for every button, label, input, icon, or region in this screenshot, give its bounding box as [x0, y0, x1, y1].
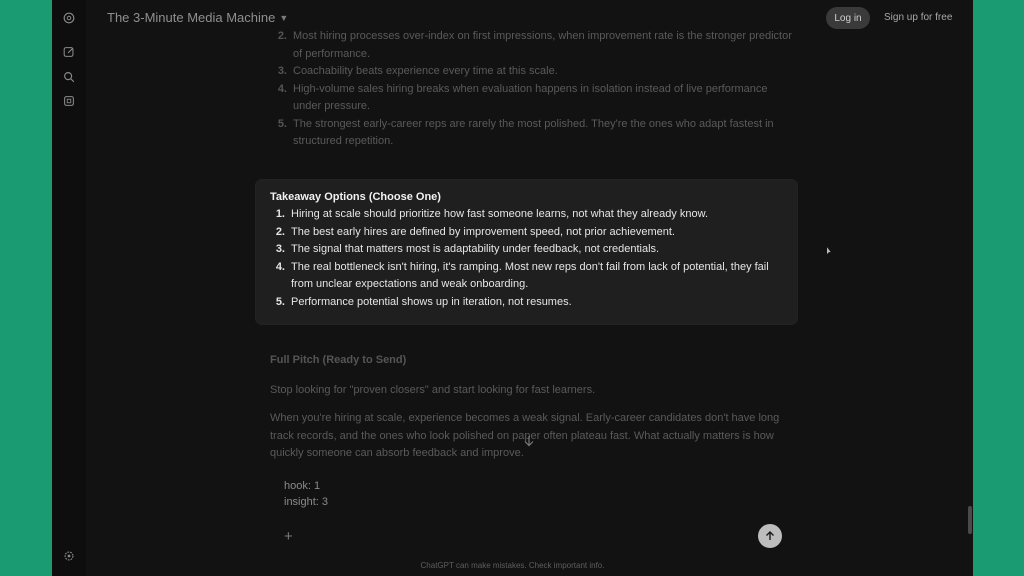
list-item: 3. The signal that matters most is adaptability under feedback, not credentials.: [275, 243, 660, 255]
signup-link[interactable]: Sign up for free: [884, 12, 953, 23]
chat-title[interactable]: [107, 10, 288, 25]
sidebar-rail: [52, 0, 86, 576]
disclaimer-footer: ChatGPT can make mistakes. Check important info.: [420, 561, 605, 570]
list-item: 5. The strongest early-career reps are rarely the most polished. They're the ones who adapt fastest in structured repetition.: [277, 117, 774, 147]
logo-icon[interactable]: [60, 9, 78, 27]
list-item: 4. The real bottleneck isn't hiring, it's ramping. Most new reps don't fail from lack of potential, they fail from unclear expectations and weak onboarding.: [275, 260, 769, 290]
chat-title-text: The 3-Minute Media Machine: [107, 10, 276, 25]
pitch-paragraph: When you're hiring at scale, experience becomes a weak signal. Early-career candidates don't have long track records, and the ones who look polished on paper often plateau fast. What actually matters is how quickly someone can absorb feedback and improve.: [270, 412, 780, 459]
composer-text-line[interactable]: insight: 3: [284, 496, 329, 508]
pitch-paragraph: Stop looking for "proven closers" and start looking for fast learners.: [270, 384, 596, 396]
chevron-down-icon: ▼: [279, 12, 289, 23]
search-icon[interactable]: [60, 68, 78, 86]
list-item: 3. Coachability beats experience every time at this scale.: [277, 65, 558, 77]
composer-text-line[interactable]: hook: 1: [284, 480, 321, 492]
scroll-down-icon[interactable]: [522, 434, 536, 448]
login-button[interactable]: Log in: [826, 7, 870, 29]
send-button[interactable]: [758, 524, 782, 548]
new-chat-icon[interactable]: [60, 43, 78, 61]
app-window: [52, 0, 973, 576]
card-title: Takeaway Options (Choose One): [270, 191, 441, 203]
library-icon[interactable]: [60, 92, 78, 110]
arrow-up-icon: [764, 530, 776, 542]
list-item: 4. High-volume sales hiring breaks when evaluation happens in isolation instead of live performance under pressure.: [277, 82, 768, 112]
takeaway-list: [270, 206, 783, 311]
list-item: 2. The best early hires are defined by improvement speed, not prior achievement.: [275, 225, 675, 238]
mouse-cursor-icon: [827, 242, 833, 260]
takeaway-card: [256, 180, 797, 324]
pitch-heading: Full Pitch (Ready to Send): [270, 354, 407, 366]
list-item: 2. Most hiring processes over-index on first impressions, when improvement rate is the stronger predictor of performance.: [277, 30, 792, 60]
plus-icon[interactable]: +: [284, 528, 293, 545]
previous-list: [272, 28, 792, 151]
list-item: 5. Performance potential shows up in iteration, not resumes.: [275, 295, 572, 308]
message-composer[interactable]: [268, 478, 789, 554]
list-item: 1. Hiring at scale should prioritize how fast someone learns, not what they already know.: [275, 208, 708, 220]
scrollbar-thumb[interactable]: [968, 506, 972, 534]
